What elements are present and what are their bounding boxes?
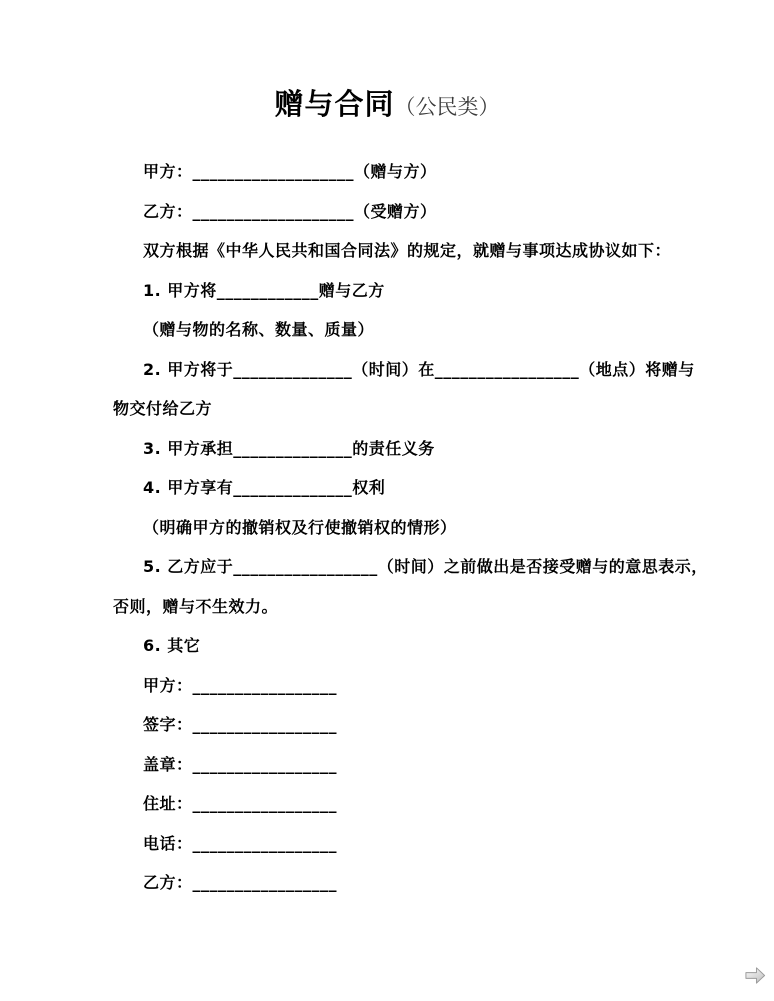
page-title: [113, 84, 661, 126]
party-a-blank-line: 甲方：___________________（赠与方）: [143, 162, 437, 181]
contract-title: 赠与合同: [274, 87, 395, 121]
clause-5-continuation-line: 否则，赠与不生效力。: [113, 596, 279, 616]
clause-1-line: 1. 甲方将____________赠与乙方: [143, 280, 385, 300]
signature-phone-line: 电话：_________________: [143, 833, 338, 853]
clause-4-line: 4. 甲方享有______________权利: [143, 478, 386, 497]
revocation-note-line: （明确甲方的撤销权及行使撤销权的情形）: [143, 517, 457, 537]
clause-3-line: 3. 甲方承担______________的责任义务: [143, 438, 435, 458]
signature-address-line: 住址：_________________: [143, 794, 338, 813]
intro-line: 双方根据《中华人民共和国合同法》的规定，就赠与事项达成协议如下：: [143, 241, 672, 260]
signature-sign-line: 签字：_________________: [143, 715, 338, 734]
gift-note-line: （赠与物的名称、数量、质量）: [143, 320, 375, 339]
contract-subtitle: （公民类）: [394, 95, 500, 119]
clause-6-line: 6. 其它: [143, 636, 201, 655]
clause-5-line: 5. 乙方应于_________________（时间）之前做出是否接受赠与的意思表示，: [143, 557, 708, 576]
signature-party-a-line: 甲方：_________________: [143, 675, 338, 695]
next-page-arrow-icon[interactable]: [744, 963, 767, 987]
signature-seal-line: 盖章：_________________: [143, 754, 338, 774]
signature-party-b-line: 乙方：_________________: [143, 873, 338, 892]
clause-2-line: 2. 甲方将于______________（时间）在_________________（地点）将赠与: [143, 359, 695, 379]
clause-2-continuation-line: 物交付给乙方: [113, 399, 213, 418]
party-b-blank-line: 乙方：___________________（受赠方）: [143, 201, 437, 221]
